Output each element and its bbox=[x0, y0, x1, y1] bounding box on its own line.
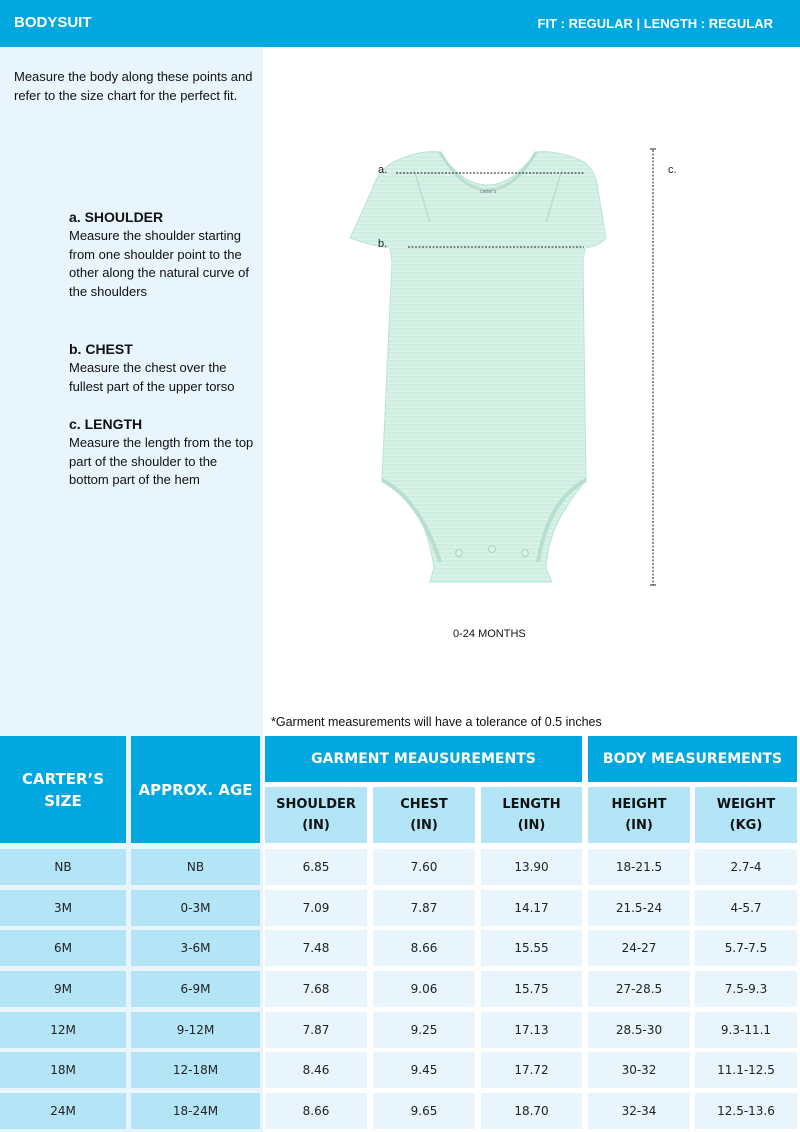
cell-size: 24M bbox=[0, 1093, 126, 1129]
cell-weight: 9.3-11.1 bbox=[695, 1012, 797, 1048]
cell-shoulder: 7.68 bbox=[265, 971, 367, 1007]
cell-weight: 2.7-4 bbox=[695, 849, 797, 885]
measure-description: Measure the length from the top part of the shoulder to the bottom part of the hem bbox=[69, 435, 254, 487]
cell-age: 3-6M bbox=[131, 930, 260, 966]
cell-shoulder: 7.87 bbox=[265, 1012, 367, 1048]
svg-text:carter's: carter's bbox=[479, 189, 497, 195]
cell-height: 18-21.5 bbox=[588, 849, 690, 885]
cell-size: 12M bbox=[0, 1012, 126, 1048]
header-carters-size: CARTER’S SIZE bbox=[0, 736, 126, 843]
cell-chest: 8.66 bbox=[373, 930, 475, 966]
measure-title: b. CHEST bbox=[69, 341, 133, 357]
cell-chest: 7.87 bbox=[373, 890, 475, 926]
size-range-label: 0-24 MONTHS bbox=[453, 628, 526, 640]
cell-shoulder: 8.46 bbox=[265, 1052, 367, 1088]
cell-size: 9M bbox=[0, 971, 126, 1007]
length-marker-label: c. bbox=[668, 164, 677, 176]
cell-chest: 7.60 bbox=[373, 849, 475, 885]
product-title: BODYSUIT bbox=[14, 14, 92, 31]
measure-title: c. LENGTH bbox=[69, 416, 143, 432]
cell-age: 0-3M bbox=[131, 890, 260, 926]
cell-weight: 11.1-12.5 bbox=[695, 1052, 797, 1088]
cell-age: 6-9M bbox=[131, 971, 260, 1007]
cell-size: 3M bbox=[0, 890, 126, 926]
header-height: HEIGHT (IN) bbox=[588, 787, 690, 843]
header-garment-measurements: GARMENT MEAUSUREMENTS bbox=[265, 736, 582, 782]
cell-chest: 9.65 bbox=[373, 1093, 475, 1129]
cell-length: 15.75 bbox=[481, 971, 582, 1007]
measure-description: Measure the shoulder starting from one shoulder point to the other along the natural curve of the shoulders bbox=[69, 228, 249, 299]
shoulder-marker-label: a. bbox=[378, 164, 388, 176]
tolerance-note: *Garment measurements will have a tolerance of 0.5 inches bbox=[271, 715, 602, 729]
cell-size: NB bbox=[0, 849, 126, 885]
cell-age: 12-18M bbox=[131, 1052, 260, 1088]
header-chest: CHEST (IN) bbox=[373, 787, 475, 843]
header-approx-age: APPROX. AGE bbox=[131, 736, 260, 843]
cell-chest: 9.06 bbox=[373, 971, 475, 1007]
measure-length bbox=[69, 415, 259, 490]
cell-size: 6M bbox=[0, 930, 126, 966]
cell-weight: 12.5-13.6 bbox=[695, 1093, 797, 1129]
cell-age: 9-12M bbox=[131, 1012, 260, 1048]
measure-description: Measure the chest over the fullest part of the upper torso bbox=[69, 360, 235, 394]
cell-shoulder: 7.09 bbox=[265, 890, 367, 926]
cell-height: 28.5-30 bbox=[588, 1012, 690, 1048]
cell-length: 15.55 bbox=[481, 930, 582, 966]
chest-marker-label: b. bbox=[378, 238, 388, 250]
cell-height: 21.5-24 bbox=[588, 890, 690, 926]
cell-length: 18.70 bbox=[481, 1093, 582, 1129]
header-shoulder: SHOULDER (IN) bbox=[265, 787, 367, 843]
cell-shoulder: 7.48 bbox=[265, 930, 367, 966]
cell-height: 27-28.5 bbox=[588, 971, 690, 1007]
cell-height: 32-34 bbox=[588, 1093, 690, 1129]
cell-shoulder: 6.85 bbox=[265, 849, 367, 885]
cell-height: 24-27 bbox=[588, 930, 690, 966]
fit-info: FIT : REGULAR | LENGTH : REGULAR bbox=[537, 16, 773, 31]
header-length: LENGTH (IN) bbox=[481, 787, 582, 843]
cell-age: NB bbox=[131, 849, 260, 885]
cell-length: 17.72 bbox=[481, 1052, 582, 1088]
cell-weight: 5.7-7.5 bbox=[695, 930, 797, 966]
measure-chest bbox=[69, 340, 259, 396]
measure-shoulder bbox=[69, 208, 259, 301]
cell-shoulder: 8.66 bbox=[265, 1093, 367, 1129]
cell-height: 30-32 bbox=[588, 1052, 690, 1088]
cell-weight: 4-5.7 bbox=[695, 890, 797, 926]
cell-weight: 7.5-9.3 bbox=[695, 971, 797, 1007]
cell-length: 17.13 bbox=[481, 1012, 582, 1048]
measure-title: a. SHOULDER bbox=[69, 209, 164, 225]
bodysuit-illustration bbox=[340, 140, 680, 600]
header-bar bbox=[0, 0, 800, 47]
cell-length: 13.90 bbox=[481, 849, 582, 885]
header-weight: WEIGHT (KG) bbox=[695, 787, 797, 843]
cell-chest: 9.25 bbox=[373, 1012, 475, 1048]
cell-length: 14.17 bbox=[481, 890, 582, 926]
header-body-measurements: BODY MEASUREMENTS bbox=[588, 736, 797, 782]
intro-text: Measure the body along these points and refer to the size chart for the perfect fit. bbox=[14, 69, 253, 103]
cell-size: 18M bbox=[0, 1052, 126, 1088]
cell-age: 18-24M bbox=[131, 1093, 260, 1129]
cell-chest: 9.45 bbox=[373, 1052, 475, 1088]
